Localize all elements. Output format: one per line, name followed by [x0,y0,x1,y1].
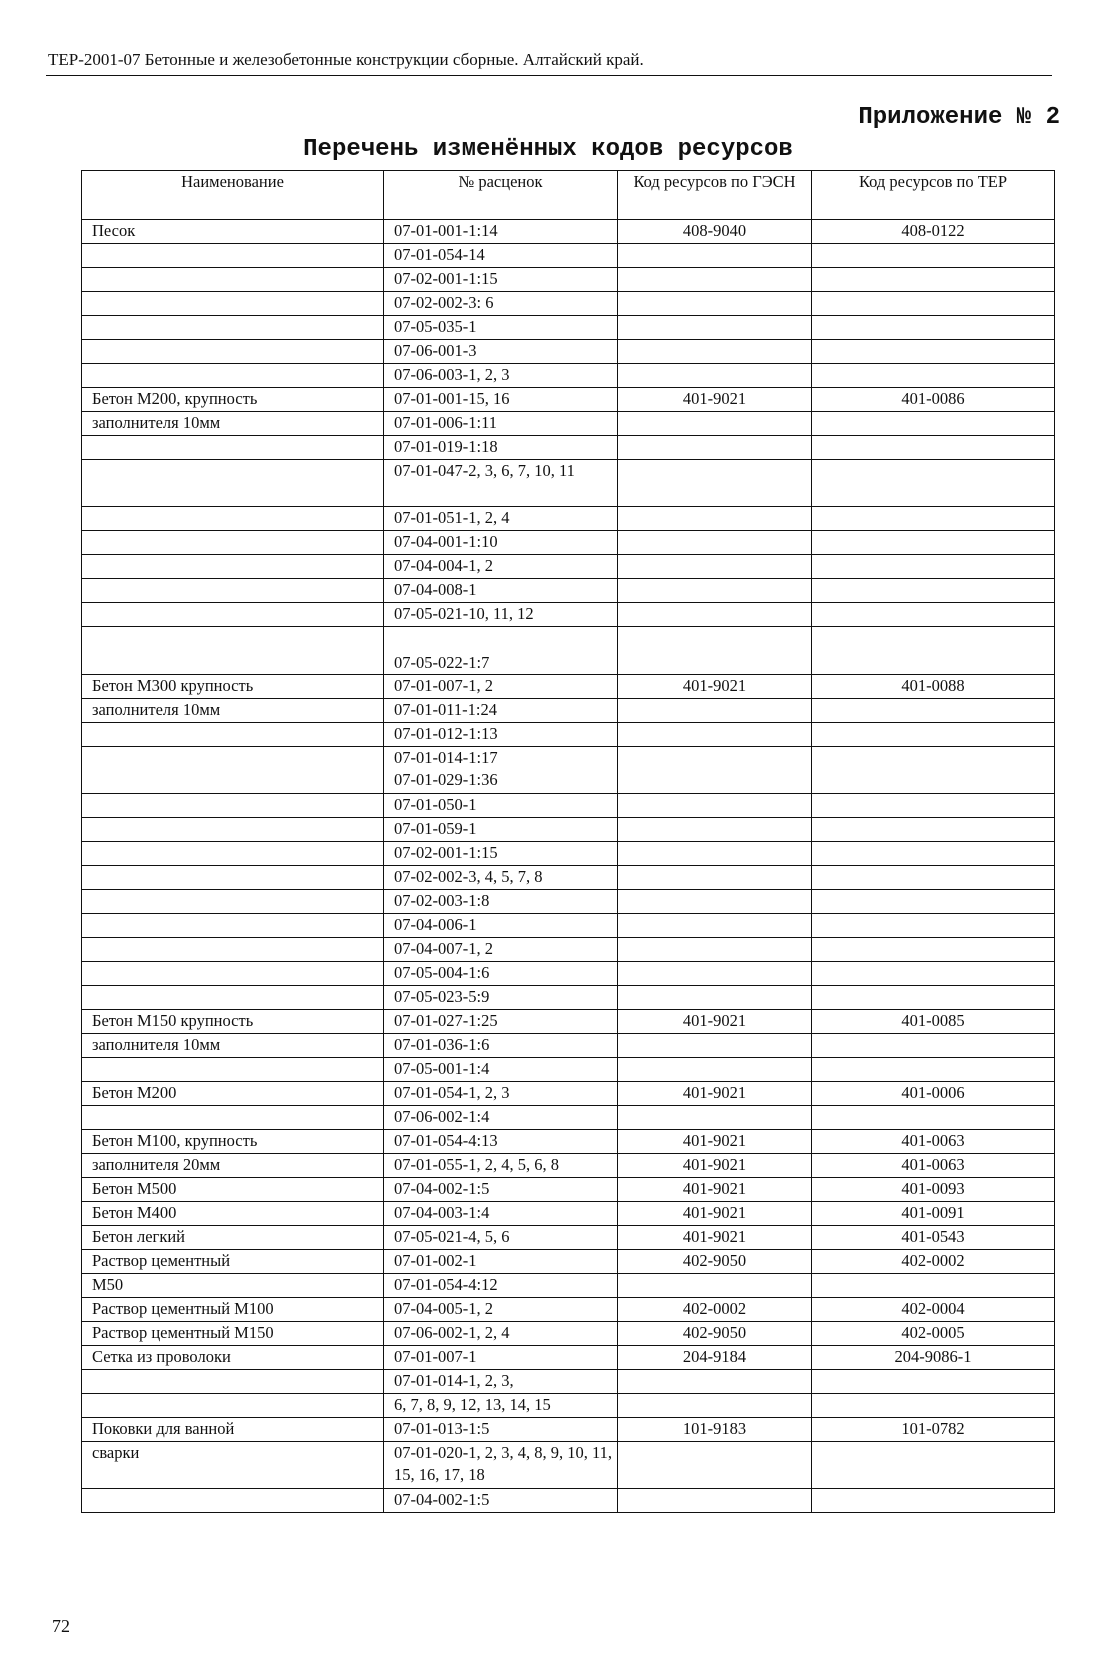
cell-gesn-code: 408-9040 [618,220,812,244]
cell-gesn-code [618,340,812,364]
table-row [82,866,1055,890]
cell-rate-number: 07-05-021-4, 5, 6 [384,1226,618,1250]
cell-gesn-code: 401-9021 [618,1130,812,1154]
cell-ter-code: 401-0543 [812,1226,1055,1250]
cell-gesn-code [618,1370,812,1394]
cell-name [82,364,384,388]
cell-ter-code: 401-0093 [812,1178,1055,1202]
cell-gesn-code [618,794,812,818]
cell-name [82,794,384,818]
column-header-ter-code: Код ресурсов по ТЕР [812,171,1055,220]
cell-rate-number: 07-01-007-1 [384,1346,618,1370]
cell-rate-number: 07-05-001-1:4 [384,1058,618,1082]
cell-rate-number: 07-01-020-1, 2, 3, 4, 8, 9, 10, 11, 15, 16, 17, 18 [384,1442,618,1489]
cell-name [82,747,384,794]
resource-codes-table [81,170,1055,1513]
cell-ter-code: 401-0086 [812,388,1055,412]
running-header: ТЕР-2001-07 Бетонные и железобетонные конструкции сборные. Алтайский край. [48,50,644,69]
cell-rate-number: 07-01-011-1:24 [384,699,618,723]
cell-gesn-code [618,292,812,316]
cell-rate-number: 07-02-003-1:8 [384,890,618,914]
cell-ter-code [812,986,1055,1010]
table-row [82,747,1055,794]
cell-gesn-code [618,507,812,531]
table-row [82,818,1055,842]
cell-name [82,914,384,938]
table-row [82,1178,1055,1202]
cell-rate-number: 07-01-050-1 [384,794,618,818]
table-row [82,794,1055,818]
cell-rate-number: 07-04-004-1, 2 [384,555,618,579]
table-row [82,723,1055,747]
cell-name: Поковки для ванной [82,1418,384,1442]
cell-gesn-code: 401-9021 [618,388,812,412]
cell-name: Бетон М100, крупность [82,1130,384,1154]
cell-ter-code [812,890,1055,914]
cell-ter-code [812,866,1055,890]
table-row [82,1106,1055,1130]
cell-ter-code: 401-0006 [812,1082,1055,1106]
table-row [82,1130,1055,1154]
cell-gesn-code [618,866,812,890]
cell-rate-number: 07-06-003-1, 2, 3 [384,364,618,388]
cell-name [82,268,384,292]
cell-ter-code [812,1274,1055,1298]
cell-gesn-code [618,1106,812,1130]
cell-name [82,340,384,364]
table-row [82,1058,1055,1082]
table-row [82,555,1055,579]
cell-rate-number: 07-04-008-1 [384,579,618,603]
table-row [82,1010,1055,1034]
table-row [82,507,1055,531]
cell-name [82,842,384,866]
table-row [82,1394,1055,1418]
cell-gesn-code [618,723,812,747]
cell-ter-code [812,747,1055,794]
cell-name [82,866,384,890]
cell-gesn-code [618,244,812,268]
cell-rate-number: 07-01-012-1:13 [384,723,618,747]
cell-ter-code: 401-0091 [812,1202,1055,1226]
cell-gesn-code [618,268,812,292]
cell-rate-number: 07-05-021-10, 11, 12 [384,603,618,627]
cell-ter-code [812,627,1055,675]
cell-gesn-code [618,1442,812,1489]
cell-rate-number: 07-06-002-1:4 [384,1106,618,1130]
cell-rate-number: 07-01-054-4:13 [384,1130,618,1154]
cell-ter-code [812,268,1055,292]
cell-ter-code [812,938,1055,962]
cell-ter-code [812,1394,1055,1418]
table-header-row [82,171,1055,220]
cell-name [82,962,384,986]
cell-rate-number: 07-06-002-1, 2, 4 [384,1322,618,1346]
table-row [82,890,1055,914]
cell-rate-number: 07-04-003-1:4 [384,1202,618,1226]
cell-rate-number: 07-01-007-1, 2 [384,675,618,699]
cell-ter-code [812,1106,1055,1130]
table-row [82,1226,1055,1250]
cell-gesn-code: 401-9021 [618,1082,812,1106]
table-row [82,675,1055,699]
cell-rate-number: 07-01-002-1 [384,1250,618,1274]
column-header-gesn-code: Код ресурсов по ГЭСН [618,171,812,220]
cell-ter-code [812,699,1055,723]
cell-name: Раствор цементный [82,1250,384,1274]
cell-name [82,1058,384,1082]
cell-rate-number: 07-04-007-1, 2 [384,938,618,962]
cell-gesn-code: 401-9021 [618,1178,812,1202]
table-row [82,699,1055,723]
cell-ter-code [812,1442,1055,1489]
table-row [82,1442,1055,1489]
cell-ter-code [812,340,1055,364]
cell-name: Бетон М500 [82,1178,384,1202]
cell-rate-number: 07-05-035-1 [384,316,618,340]
cell-gesn-code [618,1034,812,1058]
cell-ter-code [812,723,1055,747]
cell-name [82,627,384,675]
cell-ter-code [812,412,1055,436]
cell-ter-code [812,531,1055,555]
cell-gesn-code [618,938,812,962]
cell-name: Раствор цементный М150 [82,1322,384,1346]
cell-ter-code: 101-0782 [812,1418,1055,1442]
cell-ter-code: 402-0002 [812,1250,1055,1274]
cell-name: заполнителя 20мм [82,1154,384,1178]
cell-gesn-code [618,1274,812,1298]
rate-number-line: 07-01-014-1:17 [394,748,498,767]
table-row [82,842,1055,866]
cell-gesn-code: 401-9021 [618,1010,812,1034]
cell-gesn-code [618,579,812,603]
cell-gesn-code: 401-9021 [618,1154,812,1178]
cell-rate-number: 07-04-002-1:5 [384,1178,618,1202]
cell-ter-code [812,914,1055,938]
cell-gesn-code [618,890,812,914]
cell-name [82,1394,384,1418]
cell-name [82,986,384,1010]
table-row [82,531,1055,555]
cell-name [82,244,384,268]
cell-gesn-code: 101-9183 [618,1418,812,1442]
cell-rate-number: 07-01-001-15, 16 [384,388,618,412]
cell-ter-code [812,292,1055,316]
table-row [82,1082,1055,1106]
cell-rate-number: 6, 7, 8, 9, 12, 13, 14, 15 [384,1394,618,1418]
cell-rate-number: 07-01-054-14 [384,244,618,268]
cell-gesn-code: 401-9021 [618,675,812,699]
cell-name [82,460,384,507]
cell-gesn-code: 402-9050 [618,1250,812,1274]
table-row [82,603,1055,627]
header-divider [46,75,1052,76]
table-row [82,938,1055,962]
cell-rate-number: 07-01-051-1, 2, 4 [384,507,618,531]
cell-rate-number: 07-01-027-1:25 [384,1010,618,1034]
rate-number-line: 07-01-029-1:36 [394,770,498,789]
table-row [82,364,1055,388]
table-row [82,1274,1055,1298]
cell-name [82,1370,384,1394]
cell-ter-code [812,244,1055,268]
cell-name: Бетон М200 [82,1082,384,1106]
table-row [82,220,1055,244]
cell-rate-number: 07-01-047-2, 3, 6, 7, 10, 11 [384,460,618,507]
cell-gesn-code [618,818,812,842]
table-row [82,268,1055,292]
cell-rate-number: 07-01-054-4:12 [384,1274,618,1298]
cell-ter-code [812,364,1055,388]
cell-ter-code: 401-0063 [812,1154,1055,1178]
cell-gesn-code [618,460,812,507]
cell-ter-code: 401-0085 [812,1010,1055,1034]
cell-name: заполнителя 10мм [82,1034,384,1058]
cell-gesn-code [618,1394,812,1418]
table-row [82,1418,1055,1442]
table-row [82,388,1055,412]
cell-gesn-code [618,986,812,1010]
cell-name [82,890,384,914]
cell-name [82,531,384,555]
cell-name: Раствор цементный М100 [82,1298,384,1322]
cell-gesn-code: 401-9021 [618,1202,812,1226]
cell-gesn-code [618,747,812,794]
page-number: 72 [52,1616,70,1636]
cell-rate-number: 07-02-001-1:15 [384,268,618,292]
cell-gesn-code [618,412,812,436]
cell-ter-code: 402-0005 [812,1322,1055,1346]
cell-name [82,507,384,531]
cell-name: Бетон М150 крупность [82,1010,384,1034]
cell-rate-number: 07-02-002-3: 6 [384,292,618,316]
cell-ter-code [812,842,1055,866]
cell-gesn-code [618,603,812,627]
cell-ter-code: 408-0122 [812,220,1055,244]
table-row [82,1298,1055,1322]
table-row [82,1489,1055,1513]
cell-name: Бетон М400 [82,1202,384,1226]
cell-ter-code: 401-0063 [812,1130,1055,1154]
cell-ter-code [812,555,1055,579]
cell-ter-code [812,316,1055,340]
table-row [82,340,1055,364]
cell-rate-number: 07-04-005-1, 2 [384,1298,618,1322]
table-row [82,316,1055,340]
cell-ter-code [812,460,1055,507]
cell-name [82,316,384,340]
page-title: Перечень изменённых кодов ресурсов [303,136,793,163]
cell-name [82,436,384,460]
column-header-name: Наименование [82,171,384,220]
cell-gesn-code [618,842,812,866]
cell-gesn-code [618,1489,812,1513]
cell-rate-number: 07-01-001-1:14 [384,220,618,244]
cell-ter-code: 402-0004 [812,1298,1055,1322]
cell-ter-code [812,579,1055,603]
cell-rate-number: 07-01-055-1, 2, 4, 5, 6, 8 [384,1154,618,1178]
cell-gesn-code: 402-9050 [618,1322,812,1346]
table-row [82,627,1055,675]
table-row [82,244,1055,268]
cell-ter-code: 204-9086-1 [812,1346,1055,1370]
cell-gesn-code [618,316,812,340]
table-row [82,1370,1055,1394]
cell-name [82,1489,384,1513]
cell-name: Бетон легкий [82,1226,384,1250]
cell-gesn-code [618,699,812,723]
cell-name: сварки [82,1442,384,1489]
cell-name: М50 [82,1274,384,1298]
cell-name [82,555,384,579]
cell-name: Бетон М300 крупность [82,675,384,699]
table-row [82,292,1055,316]
cell-gesn-code [618,555,812,579]
cell-name: Сетка из проволоки [82,1346,384,1370]
cell-gesn-code [618,914,812,938]
table-row [82,1250,1055,1274]
table-row [82,436,1055,460]
table-row [82,1202,1055,1226]
cell-gesn-code: 204-9184 [618,1346,812,1370]
cell-ter-code [812,818,1055,842]
cell-rate-number: 07-02-002-3, 4, 5, 7, 8 [384,866,618,890]
cell-gesn-code [618,1058,812,1082]
cell-gesn-code [618,436,812,460]
cell-ter-code [812,507,1055,531]
cell-name: заполнителя 10мм [82,412,384,436]
cell-rate-number: 07-04-006-1 [384,914,618,938]
cell-ter-code [812,1034,1055,1058]
cell-name [82,723,384,747]
table-row [82,1154,1055,1178]
cell-rate-number: 07-01-013-1:5 [384,1418,618,1442]
column-header-rate-number: № расценок [384,171,618,220]
cell-rate-number: 07-01-014-1, 2, 3, [384,1370,618,1394]
table-row [82,1034,1055,1058]
cell-rate-number: 07-01-059-1 [384,818,618,842]
table-row [82,1346,1055,1370]
table-row [82,986,1055,1010]
cell-gesn-code [618,364,812,388]
cell-gesn-code: 401-9021 [618,1226,812,1250]
cell-rate-number: 07-01-006-1:11 [384,412,618,436]
table-row [82,579,1055,603]
cell-name [82,579,384,603]
cell-gesn-code [618,531,812,555]
cell-gesn-code [618,627,812,675]
table-row [82,1322,1055,1346]
cell-rate-number: 07-05-023-5:9 [384,986,618,1010]
cell-rate-number: 07-04-001-1:10 [384,531,618,555]
cell-ter-code [812,603,1055,627]
cell-name: Песок [82,220,384,244]
table-row [82,412,1055,436]
cell-rate-number: 07-02-001-1:15 [384,842,618,866]
cell-rate-number: 07-01-054-1, 2, 3 [384,1082,618,1106]
cell-gesn-code: 402-0002 [618,1298,812,1322]
cell-name [82,818,384,842]
cell-rate-number: 07-04-002-1:5 [384,1489,618,1513]
cell-rate-number [384,747,618,794]
cell-rate-number: 07-05-022-1:7 [384,627,618,675]
table-row [82,962,1055,986]
cell-gesn-code [618,962,812,986]
cell-ter-code [812,794,1055,818]
cell-name: заполнителя 10мм [82,699,384,723]
cell-name [82,1106,384,1130]
cell-ter-code [812,1489,1055,1513]
cell-ter-code [812,1058,1055,1082]
appendix-label: Приложение № 2 [858,104,1060,131]
cell-name [82,938,384,962]
cell-rate-number: 07-06-001-3 [384,340,618,364]
cell-rate-number: 07-01-036-1:6 [384,1034,618,1058]
cell-name: Бетон М200, крупность [82,388,384,412]
cell-name [82,292,384,316]
cell-ter-code: 401-0088 [812,675,1055,699]
cell-ter-code [812,962,1055,986]
cell-rate-number: 07-01-019-1:18 [384,436,618,460]
cell-ter-code [812,1370,1055,1394]
table-row [82,914,1055,938]
cell-rate-number: 07-05-004-1:6 [384,962,618,986]
table-row [82,460,1055,507]
cell-ter-code [812,436,1055,460]
cell-name [82,603,384,627]
